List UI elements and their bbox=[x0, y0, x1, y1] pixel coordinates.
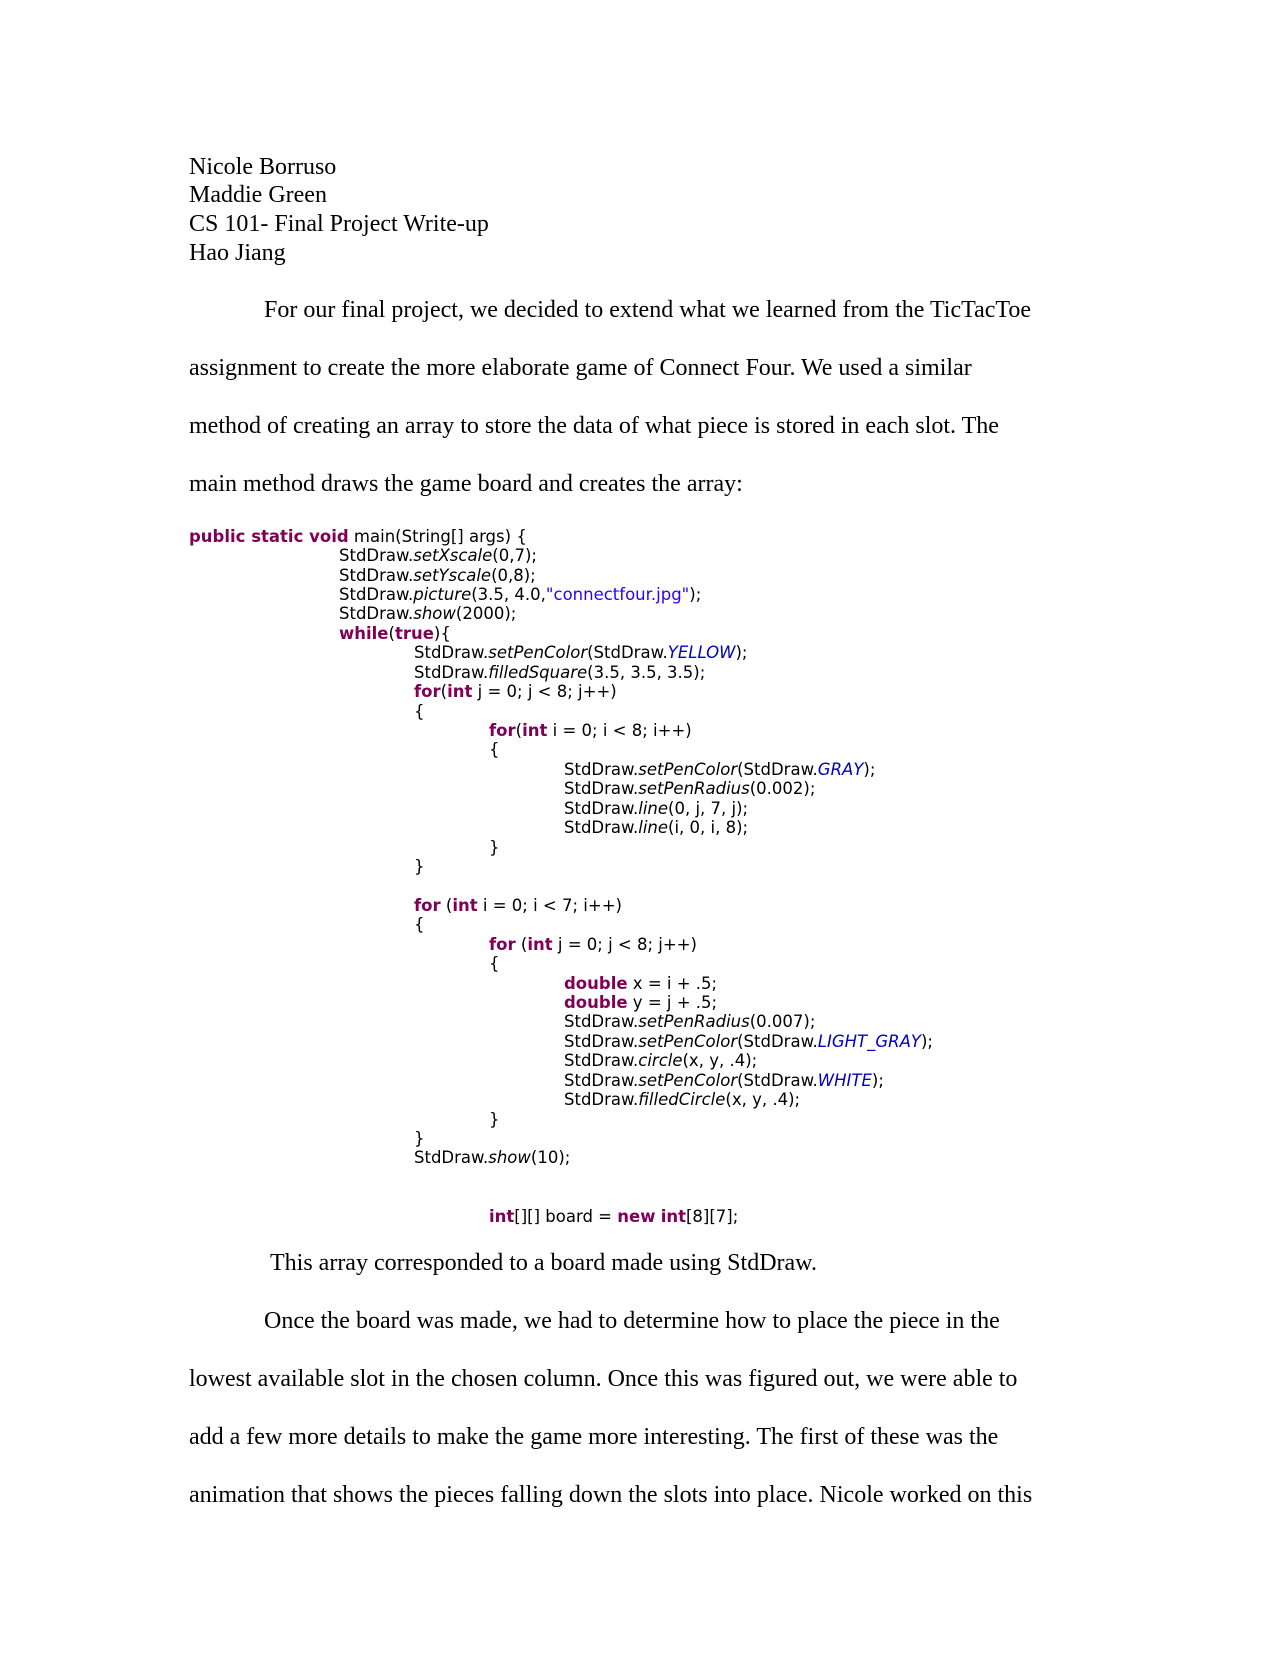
code-text: (0.007); bbox=[749, 1012, 816, 1031]
method-name: setPenColor bbox=[638, 1071, 738, 1090]
code-line bbox=[414, 665, 705, 682]
code-text: (0, j, 7, j); bbox=[668, 799, 749, 818]
code-text: (StdDraw. bbox=[737, 1071, 818, 1090]
code-line bbox=[564, 762, 875, 779]
code-line bbox=[564, 976, 717, 993]
keyword: double bbox=[564, 974, 628, 993]
code-line: { bbox=[414, 915, 425, 934]
author-name-3: Hao Jiang bbox=[189, 240, 286, 266]
code-text: (2000); bbox=[455, 604, 517, 623]
keyword: new bbox=[617, 1207, 656, 1226]
constant: GRAY bbox=[817, 760, 864, 779]
code-text: j = 0; j < 8; j++) bbox=[552, 935, 697, 954]
code-text: StdDraw. bbox=[564, 1051, 639, 1070]
code-text: StdDraw. bbox=[414, 1148, 489, 1167]
code-text: i = 0; i < 8; i++) bbox=[547, 721, 692, 740]
code-line bbox=[489, 723, 692, 740]
intro-line-2: assignment to create the more elaborate game of Connect Four. We used a similar bbox=[189, 355, 972, 381]
constant: LIGHT_GRAY bbox=[817, 1032, 921, 1051]
code-text: (i, 0, i, 8); bbox=[668, 818, 749, 837]
code-text: (StdDraw. bbox=[737, 760, 818, 779]
code-text: StdDraw. bbox=[564, 1032, 639, 1051]
body-line-4: animation that shows the pieces falling down the slots into place. Nicole worked on this bbox=[189, 1482, 1033, 1508]
code-line bbox=[564, 1053, 757, 1070]
code-text: ); bbox=[735, 643, 748, 662]
constant: WHITE bbox=[817, 1071, 872, 1090]
code-text: StdDraw. bbox=[339, 546, 414, 565]
code-text: StdDraw. bbox=[414, 643, 489, 662]
course-title: CS 101- Final Project Write-up bbox=[189, 211, 489, 237]
code-line: { bbox=[414, 702, 425, 721]
code-line: { bbox=[489, 740, 500, 759]
body-line-1: Once the board was made, we had to determine how to place the piece in the bbox=[264, 1308, 1000, 1334]
code-text: StdDraw. bbox=[564, 1090, 639, 1109]
code-text: StdDraw. bbox=[564, 818, 639, 837]
code-text: StdDraw. bbox=[564, 779, 639, 798]
code-text: [][] board = bbox=[514, 1207, 618, 1226]
body-line-2: lowest available slot in the chosen column. Once this was figured out, we were able to bbox=[189, 1366, 1018, 1392]
code-line bbox=[414, 898, 622, 915]
code-text: (10); bbox=[530, 1148, 571, 1167]
keyword: for bbox=[414, 896, 441, 915]
code-line bbox=[564, 820, 748, 837]
keyword: int bbox=[452, 896, 478, 915]
code-text: StdDraw. bbox=[564, 1012, 639, 1031]
author-name-1: Nicole Borruso bbox=[189, 154, 337, 180]
code-line bbox=[564, 801, 748, 818]
code-text: ( bbox=[515, 721, 523, 740]
keyword: int bbox=[489, 1207, 515, 1226]
code-text: (0,7); bbox=[492, 546, 537, 565]
method-name: setPenRadius bbox=[638, 1012, 750, 1031]
intro-line-1: For our final project, we decided to extend what we learned from the TicTacToe bbox=[264, 297, 1032, 323]
keyword: for bbox=[489, 935, 516, 954]
code-line: { bbox=[489, 954, 500, 973]
code-text: StdDraw. bbox=[339, 604, 414, 623]
code-line bbox=[414, 645, 747, 662]
method-name: setPenColor bbox=[638, 1032, 738, 1051]
intro-line-4: main method draws the game board and creates the array: bbox=[189, 471, 743, 497]
code-text: ( bbox=[440, 896, 453, 915]
code-line bbox=[564, 1014, 815, 1031]
code-text: (3.5, 3.5, 3.5); bbox=[587, 663, 706, 682]
keyword: true bbox=[394, 624, 434, 643]
code-text: StdDraw. bbox=[339, 585, 414, 604]
method-name: setYscale bbox=[413, 566, 492, 585]
code-line bbox=[564, 1073, 884, 1090]
method-name: picture bbox=[413, 585, 472, 604]
code-line bbox=[564, 1092, 800, 1109]
code-text: ); bbox=[871, 1071, 884, 1090]
constant: YELLOW bbox=[667, 643, 736, 662]
code-text: (StdDraw. bbox=[587, 643, 668, 662]
code-line bbox=[489, 937, 697, 954]
code-text: (x, y, .4); bbox=[725, 1090, 801, 1109]
code-line bbox=[339, 606, 516, 623]
code-line bbox=[564, 995, 717, 1012]
keyword: while bbox=[339, 624, 389, 643]
code-line bbox=[339, 548, 537, 565]
code-text: StdDraw. bbox=[414, 663, 489, 682]
code-text: ); bbox=[689, 585, 702, 604]
code-text: ( bbox=[440, 682, 448, 701]
intro-line-3: method of creating an array to store the data of what piece is stored in each slot. The bbox=[189, 413, 999, 439]
method-name: setPenColor bbox=[638, 760, 738, 779]
code-line: } bbox=[414, 857, 425, 876]
code-text: main(String[] args) { bbox=[348, 527, 527, 546]
code-line: } bbox=[414, 1129, 425, 1148]
code-text: StdDraw. bbox=[339, 566, 414, 585]
method-name: show bbox=[488, 1148, 531, 1167]
method-name: line bbox=[638, 799, 669, 818]
code-line bbox=[189, 529, 527, 546]
code-text: (3.5, 4.0, bbox=[471, 585, 546, 604]
code-line: } bbox=[489, 838, 500, 857]
code-text: ); bbox=[921, 1032, 933, 1051]
code-text: StdDraw. bbox=[564, 760, 639, 779]
method-name: show bbox=[413, 604, 456, 623]
code-line bbox=[339, 587, 701, 604]
code-text: y = j + .5; bbox=[627, 993, 718, 1012]
code-text: ( bbox=[388, 624, 395, 643]
code-line bbox=[414, 1150, 570, 1167]
author-name-2: Maddie Green bbox=[189, 182, 327, 208]
code-line: } bbox=[489, 1110, 500, 1129]
code-text: ); bbox=[863, 760, 876, 779]
method-name: filledSquare bbox=[488, 663, 588, 682]
code-line bbox=[564, 1034, 933, 1051]
code-text: (0.002); bbox=[749, 779, 816, 798]
code-line bbox=[414, 684, 617, 701]
method-name: circle bbox=[638, 1051, 683, 1070]
code-text: i = 0; i < 7; i++) bbox=[477, 896, 622, 915]
code-line bbox=[564, 781, 815, 798]
keyword: int bbox=[522, 721, 548, 740]
keyword: public static void bbox=[189, 527, 349, 546]
code-line bbox=[339, 626, 451, 643]
body-line-3: add a few more details to make the game more interesting. The first of these was the bbox=[189, 1424, 999, 1450]
code-text: j = 0; j < 8; j++) bbox=[472, 682, 617, 701]
keyword: int bbox=[447, 682, 473, 701]
keyword: for bbox=[489, 721, 516, 740]
code-text: ( bbox=[515, 935, 528, 954]
method-name: setPenColor bbox=[488, 643, 588, 662]
code-text: StdDraw. bbox=[564, 1071, 639, 1090]
method-name: filledCircle bbox=[638, 1090, 726, 1109]
keyword: double bbox=[564, 993, 628, 1012]
method-name: setPenRadius bbox=[638, 779, 750, 798]
code-text: StdDraw. bbox=[564, 799, 639, 818]
code-text: (StdDraw. bbox=[737, 1032, 818, 1051]
method-name: line bbox=[638, 818, 669, 837]
code-text: ){ bbox=[433, 624, 451, 643]
code-text: (0,8); bbox=[491, 566, 536, 585]
code-line bbox=[489, 1209, 738, 1226]
code-text: [8][7]; bbox=[686, 1207, 739, 1226]
code-text: x = i + .5; bbox=[627, 974, 718, 993]
keyword: int bbox=[660, 1207, 686, 1226]
method-name: setXscale bbox=[413, 546, 493, 565]
string-literal: "connectfour.jpg" bbox=[545, 585, 690, 604]
keyword: for bbox=[414, 682, 441, 701]
code-line bbox=[339, 568, 536, 585]
keyword: int bbox=[527, 935, 553, 954]
code-text: (x, y, .4); bbox=[682, 1051, 758, 1070]
code-caption: This array corresponded to a board made using StdDraw. bbox=[270, 1250, 817, 1276]
